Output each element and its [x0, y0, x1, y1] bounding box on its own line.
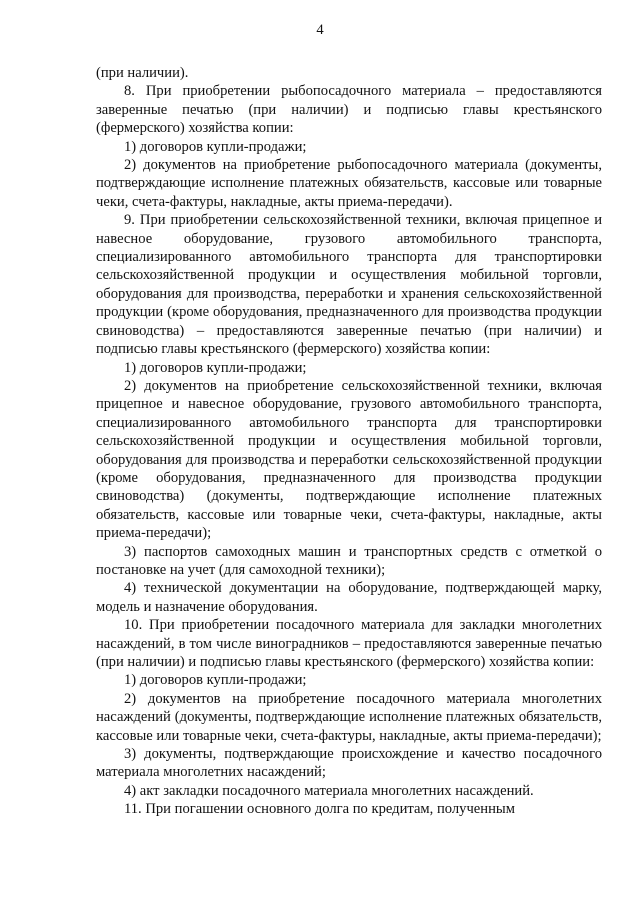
paragraph-subitem: 4) технической документации на оборудование, подтверждающей марку, модель и назначение оборудования.: [96, 580, 602, 615]
page-number: 4: [316, 22, 324, 38]
paragraph-subitem: 1) договоров купли-продажи;: [124, 672, 307, 689]
paragraph-subitem: 3) документы, подтверждающие происхождение и качество посадочного материала многолетних насаждений;: [96, 746, 602, 781]
document-body: [96, 64, 602, 819]
paragraph-item-11: 11. При погашении основного долга по кредитам, полученным: [124, 801, 515, 818]
paragraph-subitem: 2) документов на приобретение сельскохозяйственной техники, включая прицепное и навесное оборудование, грузового автомобильного транспорта, специализированного автомобильного транспорта для транспортировки сельскохозяйственной продукции и осуществления мобильной торговли, оборудования для производства и переработки сельскохозяйственной продукции (кроме оборудования, предназначенного для производства продукции свиноводства) (документы, подтверждающие исполнение платежных обязательств, кассовые или товарные чеки, счета-фактуры, накладные, акты приема-передачи);: [96, 377, 602, 542]
paragraph-item-10: 10. При приобретении посадочного материала для закладки многолетних насаждений, в том числе виноградников – предоставляются заверенные печатью (при наличии) и подписью главы крестьянского (фермерского) хозяйства копии:: [96, 617, 602, 670]
paragraph-subitem: 2) документов на приобретение рыбопосадочного материала (документы, подтверждающие исполнение платежных обязательств, кассовые или товарные чеки, счета-фактуры, накладные, акты приема-передачи).: [96, 157, 602, 210]
paragraph-item-8: 8. При приобретении рыбопосадочного материала – предоставляются заверенные печатью (при наличии) и подписью главы крестьянского (фермерского) хозяйства копии:: [96, 83, 602, 137]
paragraph-subitem: 4) акт закладки посадочного материала многолетних насаждений.: [124, 782, 534, 799]
paragraph-subitem: 1) договоров купли-продажи;: [124, 359, 307, 376]
paragraph-subitem: 1) договоров купли-продажи;: [124, 138, 307, 155]
paragraph-item-9: 9. При приобретении сельскохозяйственной техники, включая прицепное и навесное оборудование, грузового автомобильного транспорта, специализированного автомобильного транспорта для транспортировки сельскохозяйственной продукции и осуществления мобильной торговли, оборудования для производства, переработки и хранения сельскохозяйственной продукции (кроме оборудования, предназначенного для производства продукции свиноводства) – предоставляются заверенные печатью (при наличии) и подписью главы крестьянского (фермерского) хозяйства копии:: [96, 212, 602, 358]
paragraph-continuation: (при наличии).: [96, 65, 189, 81]
paragraph-subitem: 2) документов на приобретение посадочного материала многолетних насаждений (документы, подтверждающие исполнение платежных обязательств, кассовые или товарные чеки, счета-фактуры, накладные, акты приема-передачи);: [96, 690, 602, 744]
paragraph-subitem: 3) паспортов самоходных машин и транспортных средств с отметкой о постановке на учет (для самоходной техники);: [96, 543, 602, 578]
